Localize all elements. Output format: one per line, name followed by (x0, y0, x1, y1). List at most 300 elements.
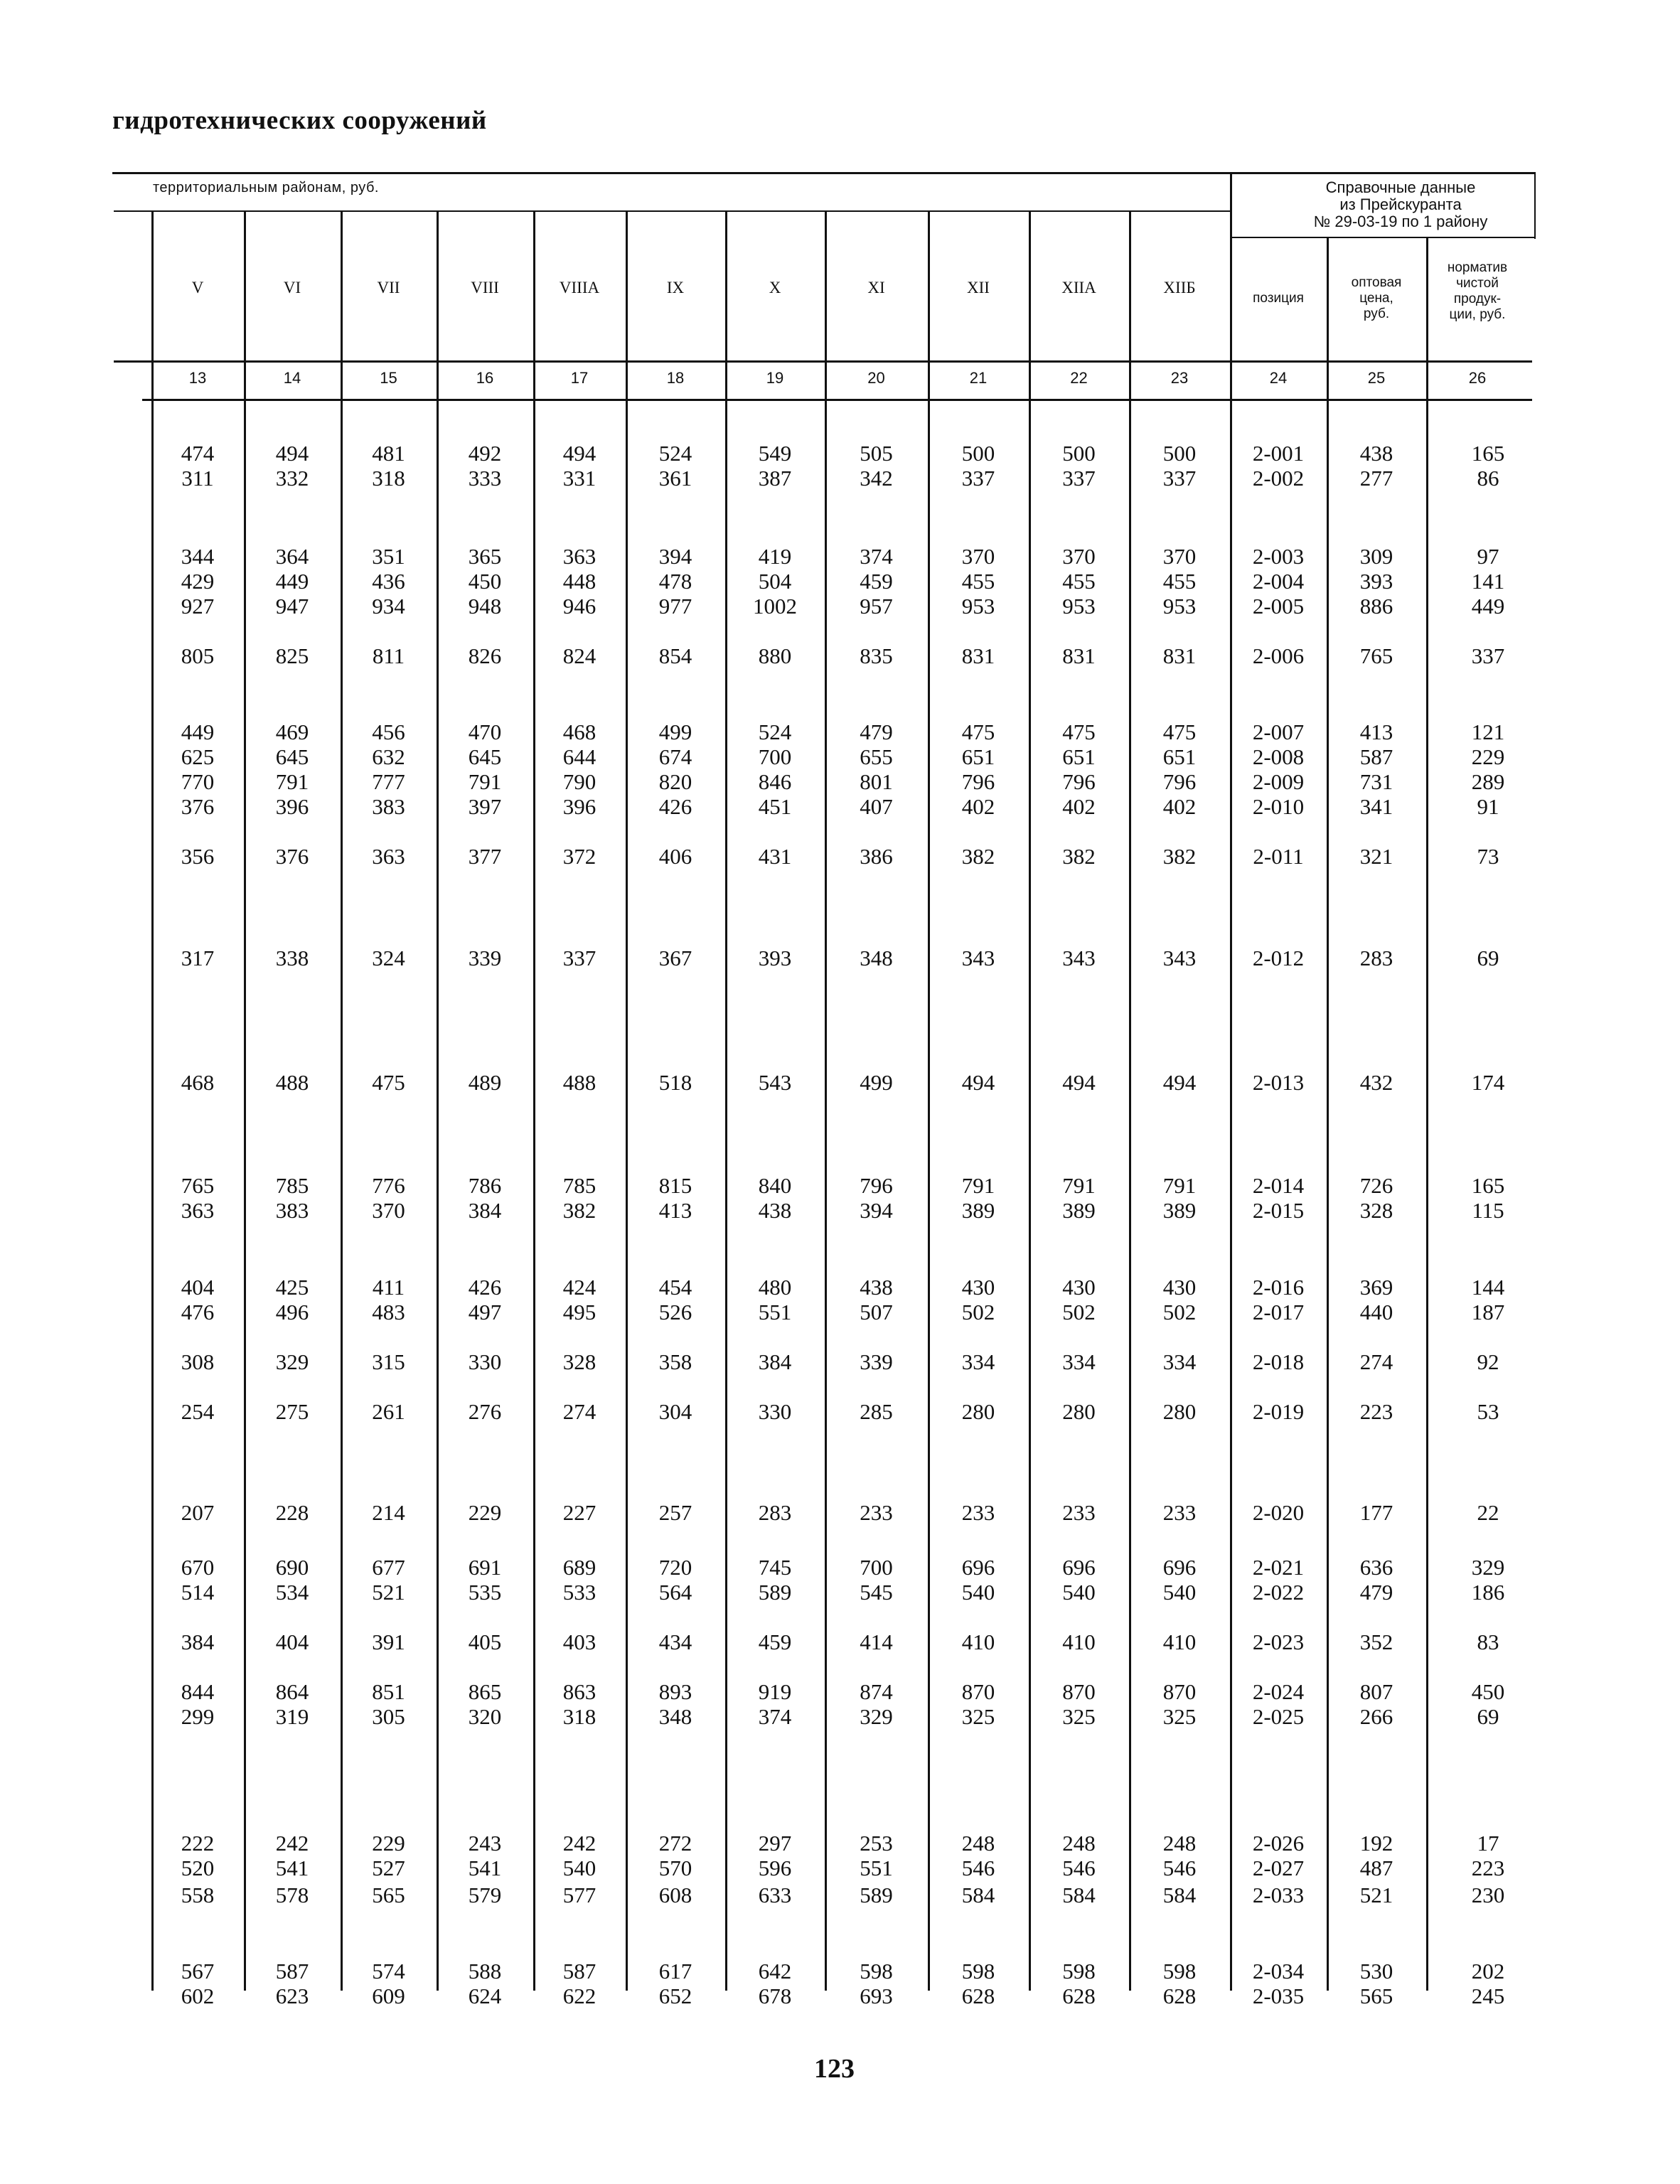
table-cell: 579 (468, 1883, 502, 1907)
table-cell: 370 (961, 544, 995, 569)
table-cell: 475 (1062, 719, 1096, 744)
table-cell: 633 (758, 1883, 792, 1907)
table-cell: 342 (860, 466, 893, 491)
table-cell: 407 (860, 794, 893, 819)
table-cell: 405 (468, 1629, 502, 1654)
table-cell: 91 (1477, 794, 1499, 819)
table-cell: 334 (1062, 1349, 1096, 1374)
table-cell: 339 (860, 1349, 893, 1374)
table-cell: 651 (1162, 744, 1197, 769)
table-cell: 254 (181, 1399, 215, 1424)
table-cell: 870 (1162, 1679, 1197, 1704)
table-cell: 383 (275, 1198, 309, 1223)
table-cell: 383 (372, 794, 405, 819)
table-cell: 329 (275, 1349, 309, 1374)
table-cell: 328 (1359, 1198, 1393, 1223)
table-cell: 214 (372, 1500, 405, 1525)
table-cell: 2-002 (1252, 466, 1305, 491)
table-cell: 330 (468, 1349, 502, 1374)
table-cell: 602 (181, 1984, 215, 2008)
table-cell: 481 (372, 441, 405, 466)
table-cell: 696 (961, 1555, 995, 1580)
column-rule-13 (1426, 237, 1428, 1991)
table-cell: 541 (275, 1856, 309, 1880)
table-cell: 426 (468, 1275, 502, 1300)
table-cell: 598 (1062, 1959, 1096, 1984)
table-cell: 805 (181, 643, 215, 668)
table-cell: 434 (658, 1629, 692, 1654)
table-cell: 97 (1477, 544, 1499, 569)
table-cell: 505 (860, 441, 893, 466)
table-cell: 584 (961, 1883, 995, 1907)
table-cell: 377 (468, 844, 502, 869)
table-cell: 317 (181, 946, 215, 970)
table-cell: 540 (1062, 1580, 1096, 1605)
table-cell: 521 (372, 1580, 405, 1605)
table-cell: 115 (1472, 1198, 1504, 1223)
table-cell: 2-035 (1252, 1984, 1305, 2008)
table-cell: 811 (372, 643, 405, 668)
table-cell: 1002 (753, 594, 797, 619)
column-number: 13 (188, 369, 207, 387)
district-column-header: XI (867, 279, 885, 296)
table-cell: 645 (275, 744, 309, 769)
table-cell: 2-015 (1252, 1198, 1305, 1223)
table-cell: 696 (1062, 1555, 1096, 1580)
table-cell: 558 (181, 1883, 215, 1907)
table-cell: 502 (1162, 1300, 1197, 1324)
table-cell: 141 (1471, 569, 1505, 594)
column-number: 20 (867, 369, 885, 387)
table-cell: 540 (562, 1856, 596, 1880)
table-cell: 534 (275, 1580, 309, 1605)
table-cell: 587 (1359, 744, 1393, 769)
table-cell: 376 (275, 844, 309, 869)
table-cell: 478 (658, 569, 692, 594)
table-cell: 530 (1359, 1959, 1393, 1984)
district-column-header: XIIA (1061, 279, 1096, 296)
table-cell: 475 (961, 719, 995, 744)
table-cell: 546 (961, 1856, 995, 1880)
reference-column-header-line: руб. (1363, 306, 1390, 321)
table-cell: 410 (1062, 1629, 1096, 1654)
column-number: 26 (1468, 369, 1487, 387)
table-cell: 851 (372, 1679, 405, 1704)
table-cell: 332 (275, 466, 309, 491)
table-cell: 791 (961, 1173, 995, 1198)
table-cell: 609 (372, 1984, 405, 2008)
table-cell: 700 (758, 744, 792, 769)
district-column-header: IX (666, 279, 685, 296)
table-cell: 384 (468, 1198, 502, 1223)
table-cell: 73 (1477, 844, 1499, 869)
table-cell: 351 (372, 544, 405, 569)
table-cell: 233 (860, 1500, 893, 1525)
table-cell: 389 (1062, 1198, 1096, 1223)
table-cell: 192 (1359, 1831, 1393, 1856)
table-cell: 376 (181, 794, 215, 819)
district-column-header: VIII (471, 279, 499, 296)
table-cell: 266 (1359, 1704, 1393, 1729)
table-cell: 2-014 (1252, 1173, 1305, 1198)
table-cell: 2-016 (1252, 1275, 1305, 1300)
table-cell: 374 (860, 544, 893, 569)
table-cell: 275 (275, 1399, 309, 1424)
table-cell: 953 (961, 594, 995, 619)
table-cell: 765 (181, 1173, 215, 1198)
table-cell: 343 (1162, 946, 1197, 970)
table-cell: 893 (658, 1679, 692, 1704)
table-cell: 2-005 (1252, 594, 1305, 619)
table-cell: 382 (1062, 844, 1096, 869)
table-cell: 202 (1471, 1959, 1505, 1984)
table-cell: 177 (1359, 1500, 1393, 1525)
table-cell: 289 (1471, 769, 1505, 794)
table-cell: 726 (1359, 1173, 1393, 1198)
table-cell: 2-022 (1252, 1580, 1305, 1605)
table-cell: 2-026 (1252, 1831, 1305, 1856)
table-cell: 276 (468, 1399, 502, 1424)
table-cell: 540 (961, 1580, 995, 1605)
table-cell: 384 (758, 1349, 792, 1374)
table-cell: 325 (1062, 1704, 1096, 1729)
table-cell: 840 (758, 1173, 792, 1198)
table-cell: 587 (562, 1959, 596, 1984)
district-column-header: VIIIA (559, 279, 600, 296)
table-cell: 343 (961, 946, 995, 970)
reference-heading-line: № 29-03-19 по 1 району (1313, 213, 1488, 230)
table-cell: 2-025 (1252, 1704, 1305, 1729)
table-cell: 2-023 (1252, 1629, 1305, 1654)
table-cell: 628 (1062, 1984, 1096, 2008)
table-cell: 248 (1062, 1831, 1096, 1856)
table-cell: 274 (1359, 1349, 1393, 1374)
table-cell: 520 (181, 1856, 215, 1880)
table-cell: 387 (758, 466, 792, 491)
table-cell: 745 (758, 1555, 792, 1580)
table-cell: 425 (275, 1275, 309, 1300)
table-cell: 404 (181, 1275, 215, 1300)
table-cell: 479 (1359, 1580, 1393, 1605)
table-cell: 947 (275, 594, 309, 619)
table-cell: 320 (468, 1704, 502, 1729)
table-cell: 645 (468, 744, 502, 769)
table-cell: 791 (1062, 1173, 1096, 1198)
table-cell: 946 (562, 594, 596, 619)
table-cell: 280 (1062, 1399, 1096, 1424)
table-cell: 318 (372, 466, 405, 491)
table-cell: 796 (1162, 769, 1197, 794)
table-cell: 479 (860, 719, 893, 744)
table-cell: 567 (181, 1959, 215, 1984)
table-cell: 623 (275, 1984, 309, 2008)
table-cell: 367 (658, 946, 692, 970)
table-cell: 430 (961, 1275, 995, 1300)
table-cell: 785 (275, 1173, 309, 1198)
table-cell: 2-018 (1252, 1349, 1305, 1374)
table-cell: 430 (1162, 1275, 1197, 1300)
table-cell: 831 (1062, 643, 1096, 668)
table-cell: 319 (275, 1704, 309, 1729)
table-cell: 394 (658, 544, 692, 569)
table-cell: 242 (562, 1831, 596, 1856)
table-cell: 315 (372, 1349, 405, 1374)
table-cell: 689 (562, 1555, 596, 1580)
table-cell: 480 (758, 1275, 792, 1300)
table-cell: 394 (860, 1198, 893, 1223)
table-cell: 309 (1359, 544, 1393, 569)
table-cell: 870 (961, 1679, 995, 1704)
district-column-header: VII (377, 279, 400, 296)
table-cell: 426 (658, 794, 692, 819)
table-cell: 455 (1062, 569, 1096, 594)
table-cell: 524 (658, 441, 692, 466)
table-cell: 632 (372, 744, 405, 769)
table-cell: 880 (758, 643, 792, 668)
table-cell: 651 (961, 744, 995, 769)
table-cell: 365 (468, 544, 502, 569)
table-cell: 86 (1477, 466, 1499, 491)
table-cell: 186 (1471, 1580, 1505, 1605)
reference-column-header-line: позиция (1253, 291, 1304, 306)
table-cell: 521 (1359, 1883, 1393, 1907)
table-cell: 229 (1471, 744, 1505, 769)
table-cell: 361 (658, 466, 692, 491)
table-cell: 674 (658, 744, 692, 769)
table-cell: 844 (181, 1679, 215, 1704)
table-cell: 865 (468, 1679, 502, 1704)
table-cell: 69 (1477, 1704, 1499, 1729)
table-cell: 628 (961, 1984, 995, 2008)
table-cell: 222 (181, 1831, 215, 1856)
district-column-header: XIIБ (1163, 279, 1196, 296)
table-cell: 468 (562, 719, 596, 744)
table-cell: 2-012 (1252, 946, 1305, 970)
table-cell: 540 (1162, 1580, 1197, 1605)
table-cell: 636 (1359, 1555, 1393, 1580)
table-cell: 518 (658, 1070, 692, 1095)
table-cell: 496 (275, 1300, 309, 1324)
table-cell: 690 (275, 1555, 309, 1580)
table-cell: 524 (758, 719, 792, 744)
table-cell: 700 (860, 1555, 893, 1580)
table-cell: 324 (372, 946, 405, 970)
table-cell: 92 (1477, 1349, 1499, 1374)
table-cell: 364 (275, 544, 309, 569)
table-cell: 957 (860, 594, 893, 619)
table-cell: 450 (1471, 1679, 1505, 1704)
table-cell: 598 (1162, 1959, 1197, 1984)
table-cell: 455 (961, 569, 995, 594)
table-cell: 791 (468, 769, 502, 794)
table-cell: 363 (562, 544, 596, 569)
reference-heading-line: из Прейскуранта (1339, 196, 1462, 213)
table-cell: 720 (658, 1555, 692, 1580)
table-cell: 318 (562, 1704, 596, 1729)
table-cell: 622 (562, 1984, 596, 2008)
table-cell: 589 (758, 1580, 792, 1605)
table-cell: 229 (468, 1500, 502, 1525)
table-cell: 233 (961, 1500, 995, 1525)
table-cell: 382 (961, 844, 995, 869)
table-cell: 339 (468, 946, 502, 970)
table-cell: 304 (658, 1399, 692, 1424)
table-cell: 863 (562, 1679, 596, 1704)
table-cell: 165 (1471, 1173, 1505, 1198)
table-cell: 429 (181, 569, 215, 594)
table-cell: 330 (758, 1399, 792, 1424)
table-cell: 655 (860, 744, 893, 769)
table-cell: 796 (860, 1173, 893, 1198)
table-cell: 356 (181, 844, 215, 869)
table-cell: 438 (860, 1275, 893, 1300)
table-cell: 815 (658, 1173, 692, 1198)
table-cell: 449 (1471, 594, 1505, 619)
table-cell: 549 (758, 441, 792, 466)
table-cell: 494 (1162, 1070, 1197, 1095)
table-cell: 280 (961, 1399, 995, 1424)
table-cell: 253 (860, 1831, 893, 1856)
table-cell: 438 (758, 1198, 792, 1223)
table-cell: 358 (658, 1349, 692, 1374)
table-cell: 207 (181, 1500, 215, 1525)
table-cell: 17 (1477, 1831, 1499, 1856)
table-cell: 874 (860, 1679, 893, 1704)
table-cell: 2-034 (1252, 1959, 1305, 1984)
column-number: 16 (476, 369, 494, 387)
table-cell: 500 (961, 441, 995, 466)
table-cell: 334 (1162, 1349, 1197, 1374)
column-number: 19 (766, 369, 784, 387)
table-cell: 541 (468, 1856, 502, 1880)
table-cell: 642 (758, 1959, 792, 1984)
table-cell: 384 (181, 1629, 215, 1654)
table-cell: 348 (658, 1704, 692, 1729)
table-cell: 584 (1162, 1883, 1197, 1907)
table-cell: 382 (1162, 844, 1197, 869)
table-cell: 187 (1471, 1300, 1505, 1324)
table-cell: 83 (1477, 1629, 1499, 1654)
table-cell: 233 (1162, 1500, 1197, 1525)
table-cell: 948 (468, 594, 502, 619)
reference-column-header (1327, 275, 1426, 322)
table-cell: 419 (758, 544, 792, 569)
table-cell: 526 (658, 1300, 692, 1324)
reference-column-header (1230, 291, 1327, 306)
table-cell: 396 (275, 794, 309, 819)
table-cell: 325 (1162, 1704, 1197, 1729)
reference-column-header-line: оптовая (1351, 275, 1402, 290)
table-cell: 644 (562, 744, 596, 769)
table-cell: 174 (1471, 1070, 1505, 1095)
table-cell: 495 (562, 1300, 596, 1324)
table-cell: 543 (758, 1070, 792, 1095)
table-cell: 791 (275, 769, 309, 794)
column-number: 23 (1170, 369, 1189, 387)
table-cell: 492 (468, 441, 502, 466)
table-cell: 551 (860, 1856, 893, 1880)
table-cell: 651 (1062, 744, 1096, 769)
header-rule-3 (142, 399, 1532, 401)
table-cell: 565 (1359, 1984, 1393, 2008)
table-cell: 165 (1471, 441, 1505, 466)
table-cell: 334 (961, 1349, 995, 1374)
table-cell: 343 (1062, 946, 1096, 970)
table-cell: 765 (1359, 643, 1393, 668)
table-cell: 624 (468, 1984, 502, 2008)
table-cell: 308 (181, 1349, 215, 1374)
table-cell: 824 (562, 643, 596, 668)
table-cell: 430 (1062, 1275, 1096, 1300)
column-number: 22 (1070, 369, 1088, 387)
table-cell: 731 (1359, 769, 1393, 794)
table-cell: 438 (1359, 441, 1393, 466)
table-cell: 499 (860, 1070, 893, 1095)
header-rule-1 (114, 210, 1230, 212)
table-cell: 2-020 (1252, 1500, 1305, 1525)
table-cell: 507 (860, 1300, 893, 1324)
reference-column-header-line: норматив (1447, 260, 1508, 275)
table-cell: 934 (372, 594, 405, 619)
table-cell: 389 (961, 1198, 995, 1223)
table-cell: 229 (372, 1831, 405, 1856)
table-cell: 953 (1062, 594, 1096, 619)
table-cell: 535 (468, 1580, 502, 1605)
table-cell: 411 (372, 1275, 405, 1300)
table-cell: 227 (562, 1500, 596, 1525)
table-cell: 328 (562, 1349, 596, 1374)
table-cell: 341 (1359, 794, 1393, 819)
table-cell: 470 (468, 719, 502, 744)
table-cell: 608 (658, 1883, 692, 1907)
table-cell: 786 (468, 1173, 502, 1198)
table-cell: 449 (181, 719, 215, 744)
reference-heading-line: Справочные данные (1325, 178, 1476, 196)
table-cell: 2-001 (1252, 441, 1305, 466)
table-cell: 551 (758, 1300, 792, 1324)
table-cell: 386 (860, 844, 893, 869)
table-cell: 546 (1062, 1856, 1096, 1880)
table-cell: 588 (468, 1959, 502, 1984)
table-cell: 598 (961, 1959, 995, 1984)
table-cell: 2-013 (1252, 1070, 1305, 1095)
table-cell: 280 (1162, 1399, 1197, 1424)
table-cell: 337 (1162, 466, 1197, 491)
ref-divider-rule (1230, 237, 1536, 238)
table-cell: 831 (1162, 643, 1197, 668)
table-cell: 449 (275, 569, 309, 594)
table-cell: 230 (1471, 1883, 1505, 1907)
table-cell: 410 (1162, 1629, 1197, 1654)
table-cell: 272 (658, 1831, 692, 1856)
table-cell: 691 (468, 1555, 502, 1580)
table-cell: 402 (961, 794, 995, 819)
table-cell: 2-024 (1252, 1679, 1305, 1704)
table-cell: 502 (1062, 1300, 1096, 1324)
table-cell: 596 (758, 1856, 792, 1880)
table-cell: 886 (1359, 594, 1393, 619)
table-cell: 598 (860, 1959, 893, 1984)
table-cell: 283 (1359, 946, 1393, 970)
table-cell: 344 (181, 544, 215, 569)
table-cell: 469 (275, 719, 309, 744)
table-cell: 424 (562, 1275, 596, 1300)
district-column-header: VI (283, 279, 301, 296)
table-cell: 564 (658, 1580, 692, 1605)
table-cell: 574 (372, 1959, 405, 1984)
table-cell: 791 (1162, 1173, 1197, 1198)
table-cell: 257 (658, 1500, 692, 1525)
